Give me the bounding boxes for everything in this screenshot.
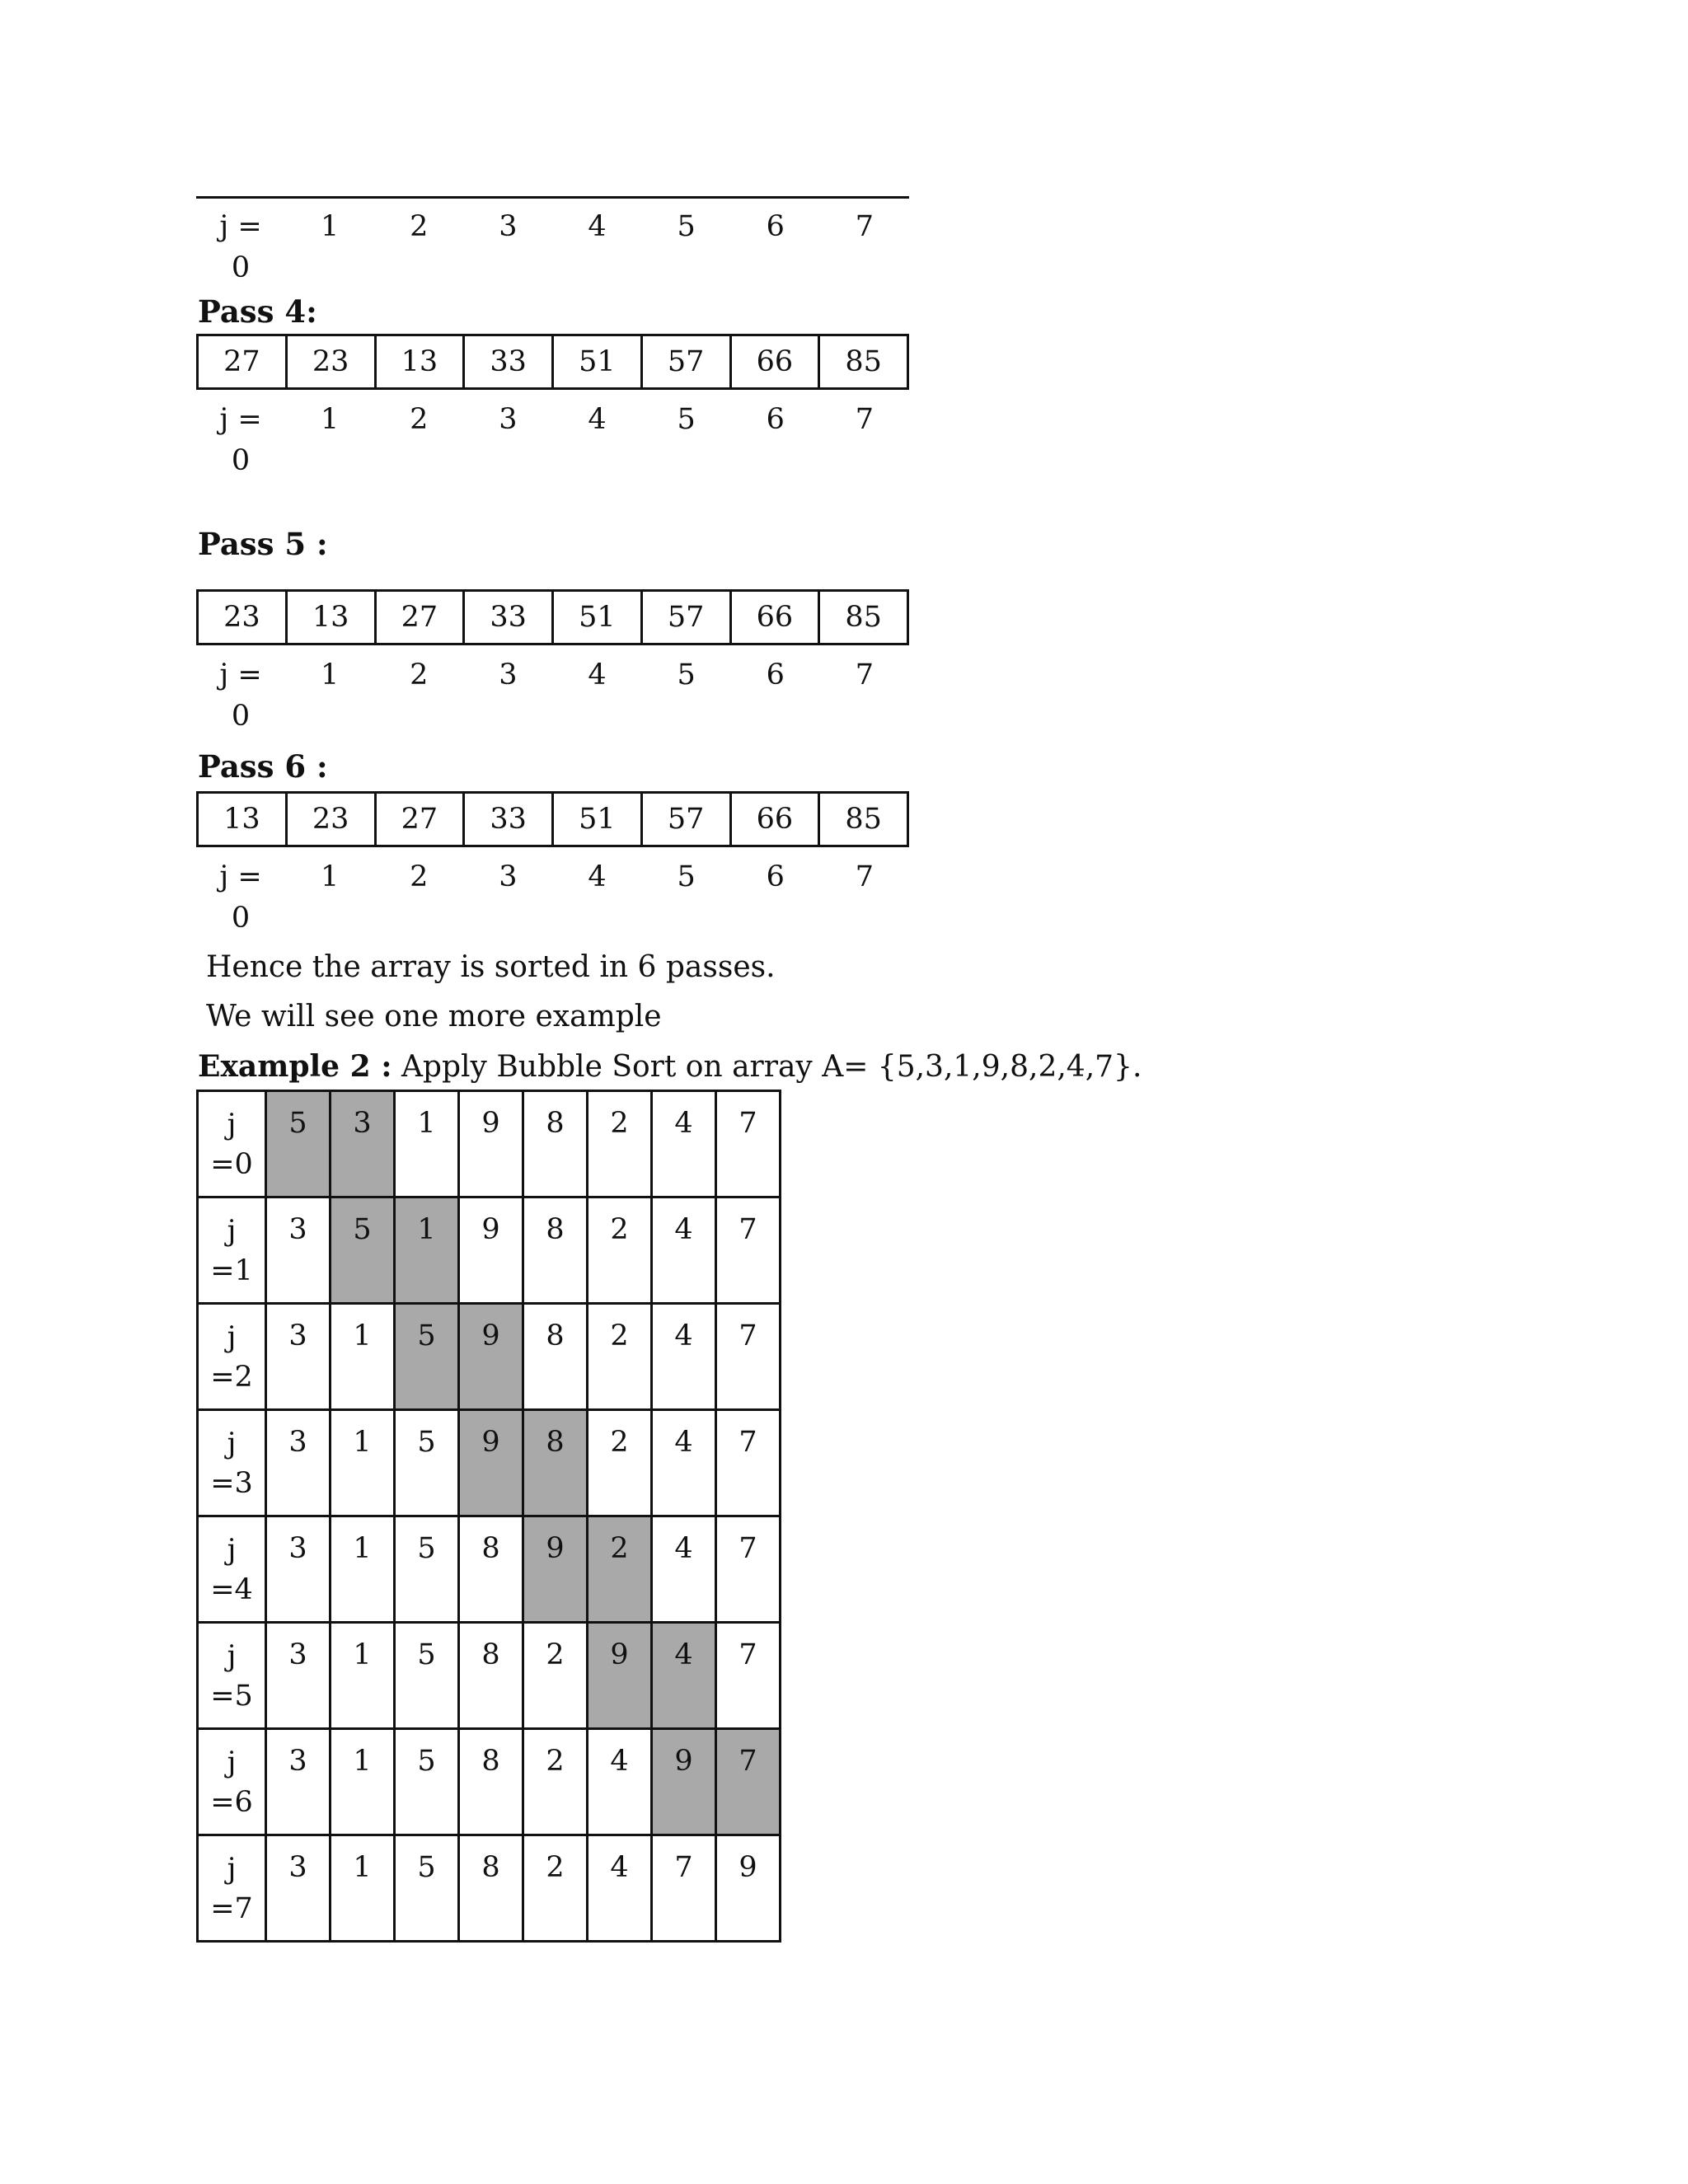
grid-cell: 5 xyxy=(395,1729,459,1835)
compared-cell: 3 xyxy=(331,1091,395,1197)
grid-cell: 4 xyxy=(652,1304,716,1410)
grid-cell: 7 xyxy=(716,1091,781,1197)
grid-row xyxy=(198,1197,781,1304)
grid-cell: 9 xyxy=(716,1835,781,1942)
grid-cell: 3 xyxy=(266,1304,331,1410)
compared-cell: 9 xyxy=(459,1410,523,1516)
index-cell: 5 xyxy=(677,658,696,691)
array-cell: 33 xyxy=(462,592,551,643)
array-cell: 33 xyxy=(462,794,551,845)
array-cell: 27 xyxy=(223,345,260,378)
index-row xyxy=(196,653,909,735)
compared-cell: 8 xyxy=(523,1410,588,1516)
grid-cell: 8 xyxy=(459,1516,523,1623)
row-index-label: j =7 xyxy=(198,1835,266,1942)
index-cell: j = 0 xyxy=(219,658,262,733)
grid-cell: 4 xyxy=(652,1091,716,1197)
index-cell: 6 xyxy=(766,658,785,691)
index-cell: 6 xyxy=(766,403,785,436)
grid-cell: 3 xyxy=(266,1729,331,1835)
row-index-label: j =0 xyxy=(198,1091,266,1197)
grid-cell: 1 xyxy=(331,1516,395,1623)
array-cell: 23 xyxy=(285,794,374,845)
index-cell: 3 xyxy=(499,210,518,243)
grid-cell: 5 xyxy=(395,1410,459,1516)
compared-cell: 9 xyxy=(459,1304,523,1410)
grid-cell: 7 xyxy=(716,1623,781,1729)
index-cell: 1 xyxy=(321,210,340,243)
index-cell: 4 xyxy=(588,860,607,893)
grid-row xyxy=(198,1091,781,1197)
index-row xyxy=(196,855,909,937)
array-cell: 66 xyxy=(729,336,818,387)
pass-array xyxy=(196,589,909,645)
grid-row xyxy=(198,1304,781,1410)
row-index-label: j =3 xyxy=(198,1410,266,1516)
index-cell: 2 xyxy=(410,403,429,436)
grid-cell: 4 xyxy=(588,1835,652,1942)
compared-cell: 5 xyxy=(395,1304,459,1410)
grid-cell: 8 xyxy=(459,1623,523,1729)
array-cell: 33 xyxy=(462,336,551,387)
compared-cell: 5 xyxy=(331,1197,395,1304)
array-cell: 85 xyxy=(818,592,907,643)
compared-cell: 1 xyxy=(395,1197,459,1304)
grid-cell: 1 xyxy=(331,1410,395,1516)
index-cell: j = 0 xyxy=(219,210,262,284)
index-cell: 1 xyxy=(321,860,340,893)
grid-cell: 1 xyxy=(395,1091,459,1197)
index-cell: 2 xyxy=(410,210,429,243)
compared-cell: 7 xyxy=(716,1729,781,1835)
array-cell: 66 xyxy=(729,592,818,643)
grid-cell: 9 xyxy=(459,1091,523,1197)
array-cell: 66 xyxy=(729,794,818,845)
index-row xyxy=(196,397,909,480)
index-cell: 6 xyxy=(766,210,785,243)
grid-cell: 7 xyxy=(716,1304,781,1410)
grid-cell: 7 xyxy=(716,1410,781,1516)
index-cell: 5 xyxy=(677,860,696,893)
next-example-text: We will see one more example xyxy=(206,1000,662,1033)
index-cell: 4 xyxy=(588,210,607,243)
grid-row xyxy=(198,1729,781,1835)
grid-cell: 5 xyxy=(395,1516,459,1623)
array-cell: 13 xyxy=(285,592,374,643)
grid-cell: 4 xyxy=(652,1516,716,1623)
grid-row xyxy=(198,1623,781,1729)
index-cell: 4 xyxy=(588,658,607,691)
grid-cell: 1 xyxy=(331,1623,395,1729)
grid-row xyxy=(198,1516,781,1623)
grid-cell: 2 xyxy=(523,1835,588,1942)
grid-cell: 5 xyxy=(395,1623,459,1729)
grid-cell: 1 xyxy=(331,1729,395,1835)
grid-cell: 8 xyxy=(459,1729,523,1835)
top-rule xyxy=(196,196,909,199)
grid-cell: 2 xyxy=(588,1304,652,1410)
index-cell: 2 xyxy=(410,860,429,893)
grid-row xyxy=(198,1835,781,1942)
grid-cell: 1 xyxy=(331,1304,395,1410)
grid-cell: 7 xyxy=(716,1197,781,1304)
grid-cell: 2 xyxy=(588,1410,652,1516)
compared-cell: 5 xyxy=(266,1091,331,1197)
grid-cell: 8 xyxy=(459,1835,523,1942)
array-cell: 85 xyxy=(818,336,907,387)
grid-cell: 3 xyxy=(266,1835,331,1942)
index-cell: 3 xyxy=(499,403,518,436)
grid-cell: 2 xyxy=(588,1197,652,1304)
row-index-label: j =5 xyxy=(198,1623,266,1729)
index-cell: 7 xyxy=(855,860,874,893)
index-cell: 7 xyxy=(855,658,874,691)
grid-cell: 9 xyxy=(459,1197,523,1304)
example-heading xyxy=(198,1048,1142,1085)
array-cell: 27 xyxy=(374,794,463,845)
grid-cell: 3 xyxy=(266,1197,331,1304)
row-index-label: j =4 xyxy=(198,1516,266,1623)
grid-cell: 8 xyxy=(523,1091,588,1197)
grid-cell: 8 xyxy=(523,1197,588,1304)
index-row xyxy=(196,204,909,287)
index-cell: 1 xyxy=(321,658,340,691)
compared-cell: 9 xyxy=(523,1516,588,1623)
grid-cell: 2 xyxy=(588,1091,652,1197)
index-cell: 2 xyxy=(410,658,429,691)
compared-cell: 2 xyxy=(588,1516,652,1623)
grid-cell: 2 xyxy=(523,1623,588,1729)
grid-cell: 7 xyxy=(716,1516,781,1623)
grid-cell: 3 xyxy=(266,1623,331,1729)
array-cell: 57 xyxy=(640,794,729,845)
index-cell: 3 xyxy=(499,860,518,893)
grid-cell: 3 xyxy=(266,1410,331,1516)
index-cell: j = 0 xyxy=(219,860,262,935)
array-cell: 51 xyxy=(551,794,640,845)
index-cell: j = 0 xyxy=(219,403,262,477)
array-cell: 13 xyxy=(374,336,463,387)
pass-array xyxy=(196,334,909,390)
compared-cell: 4 xyxy=(652,1623,716,1729)
index-cell: 1 xyxy=(321,403,340,436)
array-cell: 13 xyxy=(223,803,260,836)
index-cell: 7 xyxy=(855,403,874,436)
compared-cell: 9 xyxy=(588,1623,652,1729)
pass-label: Pass 5 : xyxy=(198,526,328,562)
array-cell: 85 xyxy=(818,794,907,845)
array-cell: 57 xyxy=(640,336,729,387)
pass-label: Pass 4: xyxy=(198,293,317,330)
index-cell: 6 xyxy=(766,860,785,893)
index-cell: 5 xyxy=(677,210,696,243)
index-cell: 4 xyxy=(588,403,607,436)
array-cell: 51 xyxy=(551,592,640,643)
grid-cell: 8 xyxy=(523,1304,588,1410)
grid-cell: 7 xyxy=(652,1835,716,1942)
compared-cell: 9 xyxy=(652,1729,716,1835)
array-cell: 27 xyxy=(374,592,463,643)
array-cell: 23 xyxy=(223,601,260,634)
array-cell: 23 xyxy=(285,336,374,387)
grid-row xyxy=(198,1410,781,1516)
bubble-sort-grid xyxy=(196,1090,781,1943)
grid-cell: 2 xyxy=(523,1729,588,1835)
row-index-label: j =2 xyxy=(198,1304,266,1410)
grid-cell: 4 xyxy=(652,1197,716,1304)
index-cell: 3 xyxy=(499,658,518,691)
grid-cell: 4 xyxy=(588,1729,652,1835)
example-label: Example 2 : xyxy=(198,1049,392,1084)
index-cell: 7 xyxy=(855,210,874,243)
grid-cell: 5 xyxy=(395,1835,459,1942)
row-index-label: j =1 xyxy=(198,1197,266,1304)
index-cell: 5 xyxy=(677,403,696,436)
array-cell: 51 xyxy=(551,336,640,387)
conclusion-text: Hence the array is sorted in 6 passes. xyxy=(206,950,776,984)
pass-label: Pass 6 : xyxy=(198,748,328,785)
row-index-label: j =6 xyxy=(198,1729,266,1835)
pass-array xyxy=(196,791,909,847)
grid-cell: 3 xyxy=(266,1516,331,1623)
example-description: Apply Bubble Sort on array A= {5,3,1,9,8,2,4,7}. xyxy=(401,1050,1142,1084)
grid-cell: 4 xyxy=(652,1410,716,1516)
grid-cell: 1 xyxy=(331,1835,395,1942)
array-cell: 57 xyxy=(640,592,729,643)
